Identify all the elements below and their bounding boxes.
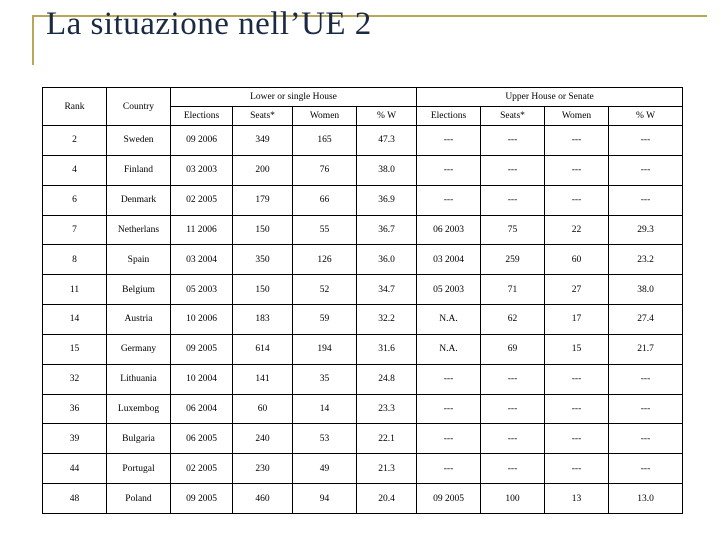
header-upper-seats: Seats*	[481, 107, 545, 126]
cell-upper-elections: ---	[417, 424, 481, 454]
cell-lower-seats: 60	[233, 394, 293, 424]
cell-rank: 8	[43, 245, 107, 275]
table-row	[43, 484, 683, 514]
table-body	[43, 126, 683, 514]
cell-lower-seats: 150	[233, 215, 293, 245]
cell-lower-pct: 34.7	[357, 275, 417, 305]
cell-lower-elections: 03 2003	[171, 155, 233, 185]
cell-upper-elections: ---	[417, 454, 481, 484]
cell-lower-women: 49	[293, 454, 357, 484]
table-row	[43, 454, 683, 484]
cell-upper-seats: 62	[481, 305, 545, 335]
table-row	[43, 126, 683, 156]
header-lower-women: Women	[293, 107, 357, 126]
cell-upper-seats: 71	[481, 275, 545, 305]
cell-rank: 11	[43, 275, 107, 305]
cell-upper-pct: 29.3	[609, 215, 683, 245]
cell-country: Austria	[107, 305, 171, 335]
cell-lower-women: 194	[293, 334, 357, 364]
table-row	[43, 245, 683, 275]
table-row	[43, 215, 683, 245]
cell-upper-pct: ---	[609, 126, 683, 156]
cell-upper-elections: N.A.	[417, 305, 481, 335]
cell-upper-women: ---	[545, 126, 609, 156]
cell-upper-women: ---	[545, 155, 609, 185]
cell-lower-pct: 47.3	[357, 126, 417, 156]
cell-lower-seats: 350	[233, 245, 293, 275]
cell-upper-women: 15	[545, 334, 609, 364]
cell-lower-seats: 141	[233, 364, 293, 394]
cell-lower-elections: 11 2006	[171, 215, 233, 245]
cell-country: Netherlans	[107, 215, 171, 245]
cell-lower-women: 14	[293, 394, 357, 424]
cell-upper-pct: ---	[609, 394, 683, 424]
cell-upper-seats: ---	[481, 126, 545, 156]
cell-rank: 7	[43, 215, 107, 245]
slide-title: La situazione nell’UE 2	[46, 6, 372, 42]
cell-country: Spain	[107, 245, 171, 275]
cell-lower-women: 52	[293, 275, 357, 305]
cell-lower-pct: 22.1	[357, 424, 417, 454]
table-row	[43, 334, 683, 364]
cell-upper-seats: ---	[481, 364, 545, 394]
cell-rank: 2	[43, 126, 107, 156]
cell-rank: 15	[43, 334, 107, 364]
cell-lower-women: 55	[293, 215, 357, 245]
cell-lower-elections: 02 2005	[171, 454, 233, 484]
cell-country: Lithuania	[107, 364, 171, 394]
table-row	[43, 364, 683, 394]
cell-country: Luxembog	[107, 394, 171, 424]
cell-lower-elections: 02 2005	[171, 185, 233, 215]
header-upper-pct: % W	[609, 107, 683, 126]
cell-upper-seats: 69	[481, 334, 545, 364]
cell-upper-women: ---	[545, 185, 609, 215]
cell-lower-pct: 23.3	[357, 394, 417, 424]
cell-upper-women: 17	[545, 305, 609, 335]
cell-upper-women: 13	[545, 484, 609, 514]
header-lower-house: Lower or single House	[171, 88, 417, 107]
title-rule-vertical	[32, 15, 34, 65]
table-row	[43, 305, 683, 335]
cell-lower-women: 53	[293, 424, 357, 454]
cell-lower-pct: 24.8	[357, 364, 417, 394]
cell-lower-elections: 10 2004	[171, 364, 233, 394]
cell-lower-elections: 06 2005	[171, 424, 233, 454]
cell-upper-elections: 06 2003	[417, 215, 481, 245]
cell-rank: 48	[43, 484, 107, 514]
cell-upper-elections: 05 2003	[417, 275, 481, 305]
cell-lower-seats: 183	[233, 305, 293, 335]
cell-upper-women: 27	[545, 275, 609, 305]
cell-upper-pct: 13.0	[609, 484, 683, 514]
cell-upper-pct: 23.2	[609, 245, 683, 275]
cell-upper-women: ---	[545, 454, 609, 484]
cell-upper-pct: ---	[609, 185, 683, 215]
cell-upper-elections: ---	[417, 126, 481, 156]
cell-upper-seats: ---	[481, 155, 545, 185]
cell-rank: 39	[43, 424, 107, 454]
cell-upper-pct: ---	[609, 424, 683, 454]
table-row	[43, 275, 683, 305]
cell-rank: 4	[43, 155, 107, 185]
cell-upper-elections: ---	[417, 394, 481, 424]
cell-lower-women: 165	[293, 126, 357, 156]
cell-lower-women: 126	[293, 245, 357, 275]
cell-upper-pct: ---	[609, 364, 683, 394]
header-rank: Rank	[43, 88, 107, 126]
cell-upper-pct: 38.0	[609, 275, 683, 305]
cell-lower-seats: 150	[233, 275, 293, 305]
cell-upper-seats: 75	[481, 215, 545, 245]
cell-lower-pct: 32.2	[357, 305, 417, 335]
cell-upper-seats: ---	[481, 394, 545, 424]
cell-lower-pct: 36.7	[357, 215, 417, 245]
cell-lower-elections: 09 2006	[171, 126, 233, 156]
cell-lower-elections: 09 2005	[171, 334, 233, 364]
cell-lower-pct: 31.6	[357, 334, 417, 364]
cell-upper-seats: ---	[481, 424, 545, 454]
table-row	[43, 185, 683, 215]
cell-upper-seats: ---	[481, 454, 545, 484]
cell-upper-seats: ---	[481, 185, 545, 215]
parliament-women-table	[42, 87, 683, 514]
cell-lower-women: 59	[293, 305, 357, 335]
cell-lower-women: 35	[293, 364, 357, 394]
cell-lower-seats: 179	[233, 185, 293, 215]
cell-lower-pct: 36.9	[357, 185, 417, 215]
table-row	[43, 424, 683, 454]
cell-lower-pct: 21.3	[357, 454, 417, 484]
cell-lower-elections: 03 2004	[171, 245, 233, 275]
table-row	[43, 155, 683, 185]
cell-upper-pct: ---	[609, 454, 683, 484]
cell-upper-women: 60	[545, 245, 609, 275]
cell-lower-pct: 20.4	[357, 484, 417, 514]
cell-upper-seats: 100	[481, 484, 545, 514]
cell-rank: 14	[43, 305, 107, 335]
cell-lower-pct: 36.0	[357, 245, 417, 275]
cell-lower-seats: 349	[233, 126, 293, 156]
header-lower-seats: Seats*	[233, 107, 293, 126]
cell-upper-pct: 27.4	[609, 305, 683, 335]
header-upper-women: Women	[545, 107, 609, 126]
cell-country: Belgium	[107, 275, 171, 305]
cell-upper-elections: ---	[417, 185, 481, 215]
cell-lower-elections: 09 2005	[171, 484, 233, 514]
cell-country: Poland	[107, 484, 171, 514]
cell-rank: 44	[43, 454, 107, 484]
cell-lower-seats: 614	[233, 334, 293, 364]
cell-upper-women: ---	[545, 364, 609, 394]
cell-country: Bulgaria	[107, 424, 171, 454]
cell-upper-seats: 259	[481, 245, 545, 275]
cell-lower-pct: 38.0	[357, 155, 417, 185]
cell-upper-pct: ---	[609, 155, 683, 185]
cell-lower-seats: 200	[233, 155, 293, 185]
cell-lower-seats: 230	[233, 454, 293, 484]
header-upper-elections: Elections	[417, 107, 481, 126]
cell-upper-elections: 09 2005	[417, 484, 481, 514]
cell-upper-elections: N.A.	[417, 334, 481, 364]
cell-rank: 32	[43, 364, 107, 394]
cell-upper-women: 22	[545, 215, 609, 245]
cell-lower-seats: 240	[233, 424, 293, 454]
cell-upper-elections: ---	[417, 155, 481, 185]
cell-lower-seats: 460	[233, 484, 293, 514]
cell-country: Finland	[107, 155, 171, 185]
cell-lower-women: 94	[293, 484, 357, 514]
header-lower-elections: Elections	[171, 107, 233, 126]
table-row	[43, 394, 683, 424]
cell-rank: 36	[43, 394, 107, 424]
cell-upper-elections: ---	[417, 364, 481, 394]
cell-upper-pct: 21.7	[609, 334, 683, 364]
cell-upper-elections: 03 2004	[417, 245, 481, 275]
cell-country: Portugal	[107, 454, 171, 484]
cell-lower-women: 66	[293, 185, 357, 215]
cell-lower-elections: 10 2006	[171, 305, 233, 335]
header-country: Country	[107, 88, 171, 126]
cell-lower-women: 76	[293, 155, 357, 185]
cell-upper-women: ---	[545, 394, 609, 424]
cell-upper-women: ---	[545, 424, 609, 454]
cell-country: Denmark	[107, 185, 171, 215]
header-row-group	[43, 88, 683, 107]
header-upper-house: Upper House or Senate	[417, 88, 683, 107]
cell-rank: 6	[43, 185, 107, 215]
cell-lower-elections: 06 2004	[171, 394, 233, 424]
cell-country: Sweden	[107, 126, 171, 156]
header-lower-pct: % W	[357, 107, 417, 126]
cell-lower-elections: 05 2003	[171, 275, 233, 305]
cell-country: Germany	[107, 334, 171, 364]
